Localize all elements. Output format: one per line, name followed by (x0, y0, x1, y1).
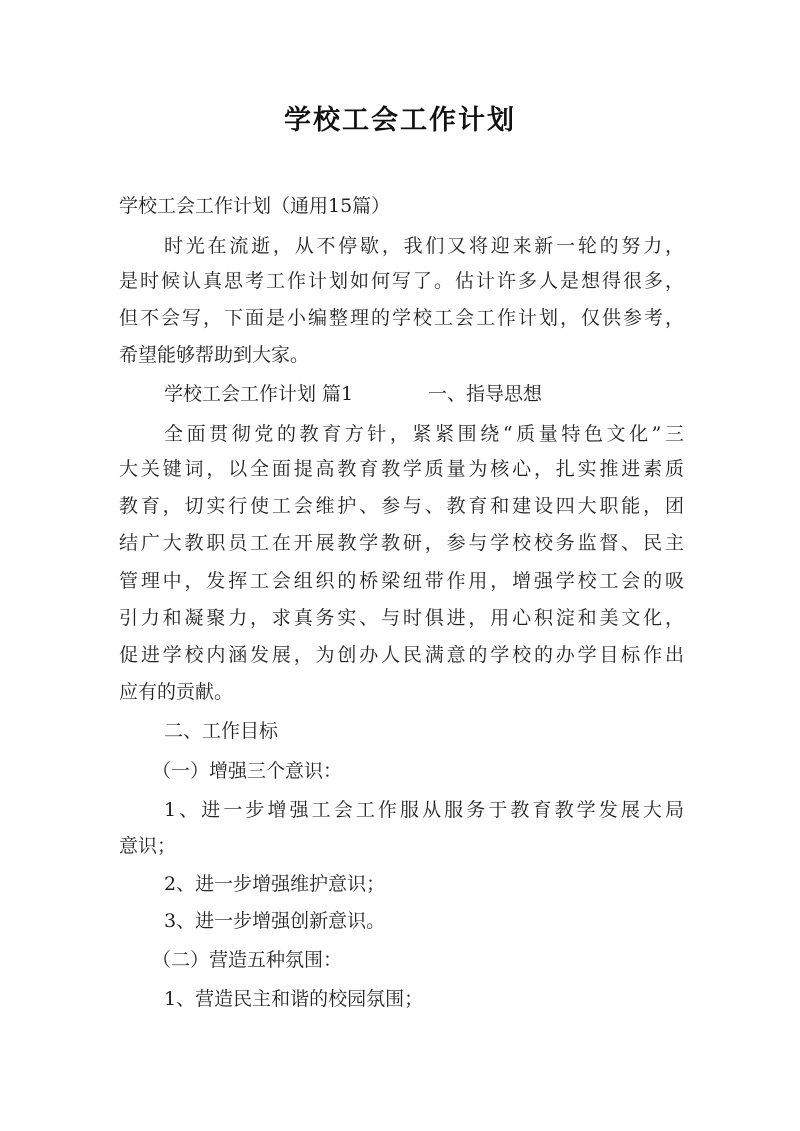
guiding-line-8: 应有的贡献。 (119, 681, 234, 703)
guiding-line-3: 教育，切实行使工会维护、参与、教育和建设四大职能，团 (119, 495, 684, 517)
section-subheading: 一、指导思想 (428, 383, 543, 405)
intro-line-1: 时光在流逝，从不停歇，我们又将迎来新一轮的努力， (164, 235, 684, 257)
goal-1-line-1: 1、进一步增强工会工作服从服务于教育教学发展大局 (164, 799, 684, 821)
intro-line-3: 但不会写，下面是小编整理的学校工会工作计划，仅供参考， (119, 307, 684, 329)
goals-heading: 二、工作目标 (164, 720, 279, 742)
atmosphere-1: 1、营造民主和谐的校园氛围； (164, 988, 424, 1010)
guiding-line-7: 促进学校内涵发展，为创办人民满意的学校的办学目标作出 (119, 644, 684, 666)
guiding-line-1: 全面贯彻党的教育方针，紧紧围绕“质量特色文化”三 (164, 423, 684, 445)
intro-line-2: 是时候认真思考工作计划如何写了。估计许多人是想得很多， (119, 270, 684, 292)
goal-3: 3、进一步增强创新意识。 (164, 910, 386, 932)
document-subtitle: 学校工会工作计划（通用15篇） (119, 195, 391, 217)
intro-line-4: 希望能够帮助到大家。 (119, 344, 310, 366)
guiding-line-6: 引力和凝聚力，求真务实、与时俱进，用心积淀和美文化， (119, 607, 684, 629)
goal-1-line-2: 意识； (119, 835, 177, 857)
goals-subheading-2: （二）营造五种氛围： (152, 949, 343, 971)
goals-subheading-1: （一）增强三个意识： (152, 760, 343, 782)
section-heading: 学校工会工作计划 篇1 (164, 383, 354, 405)
guiding-line-4: 结广大教职员工在开展教学教研，参与学校校务监督、民主 (119, 532, 684, 554)
goal-2: 2、进一步增强维护意识； (164, 873, 386, 895)
guiding-line-5: 管理中，发挥工会组织的桥梁纽带作用，增强学校工会的吸 (119, 570, 684, 592)
guiding-line-2: 大关键词，以全面提高教育教学质量为核心，扎实推进素质 (119, 458, 684, 480)
document-title: 学校工会工作计划 (284, 105, 516, 136)
